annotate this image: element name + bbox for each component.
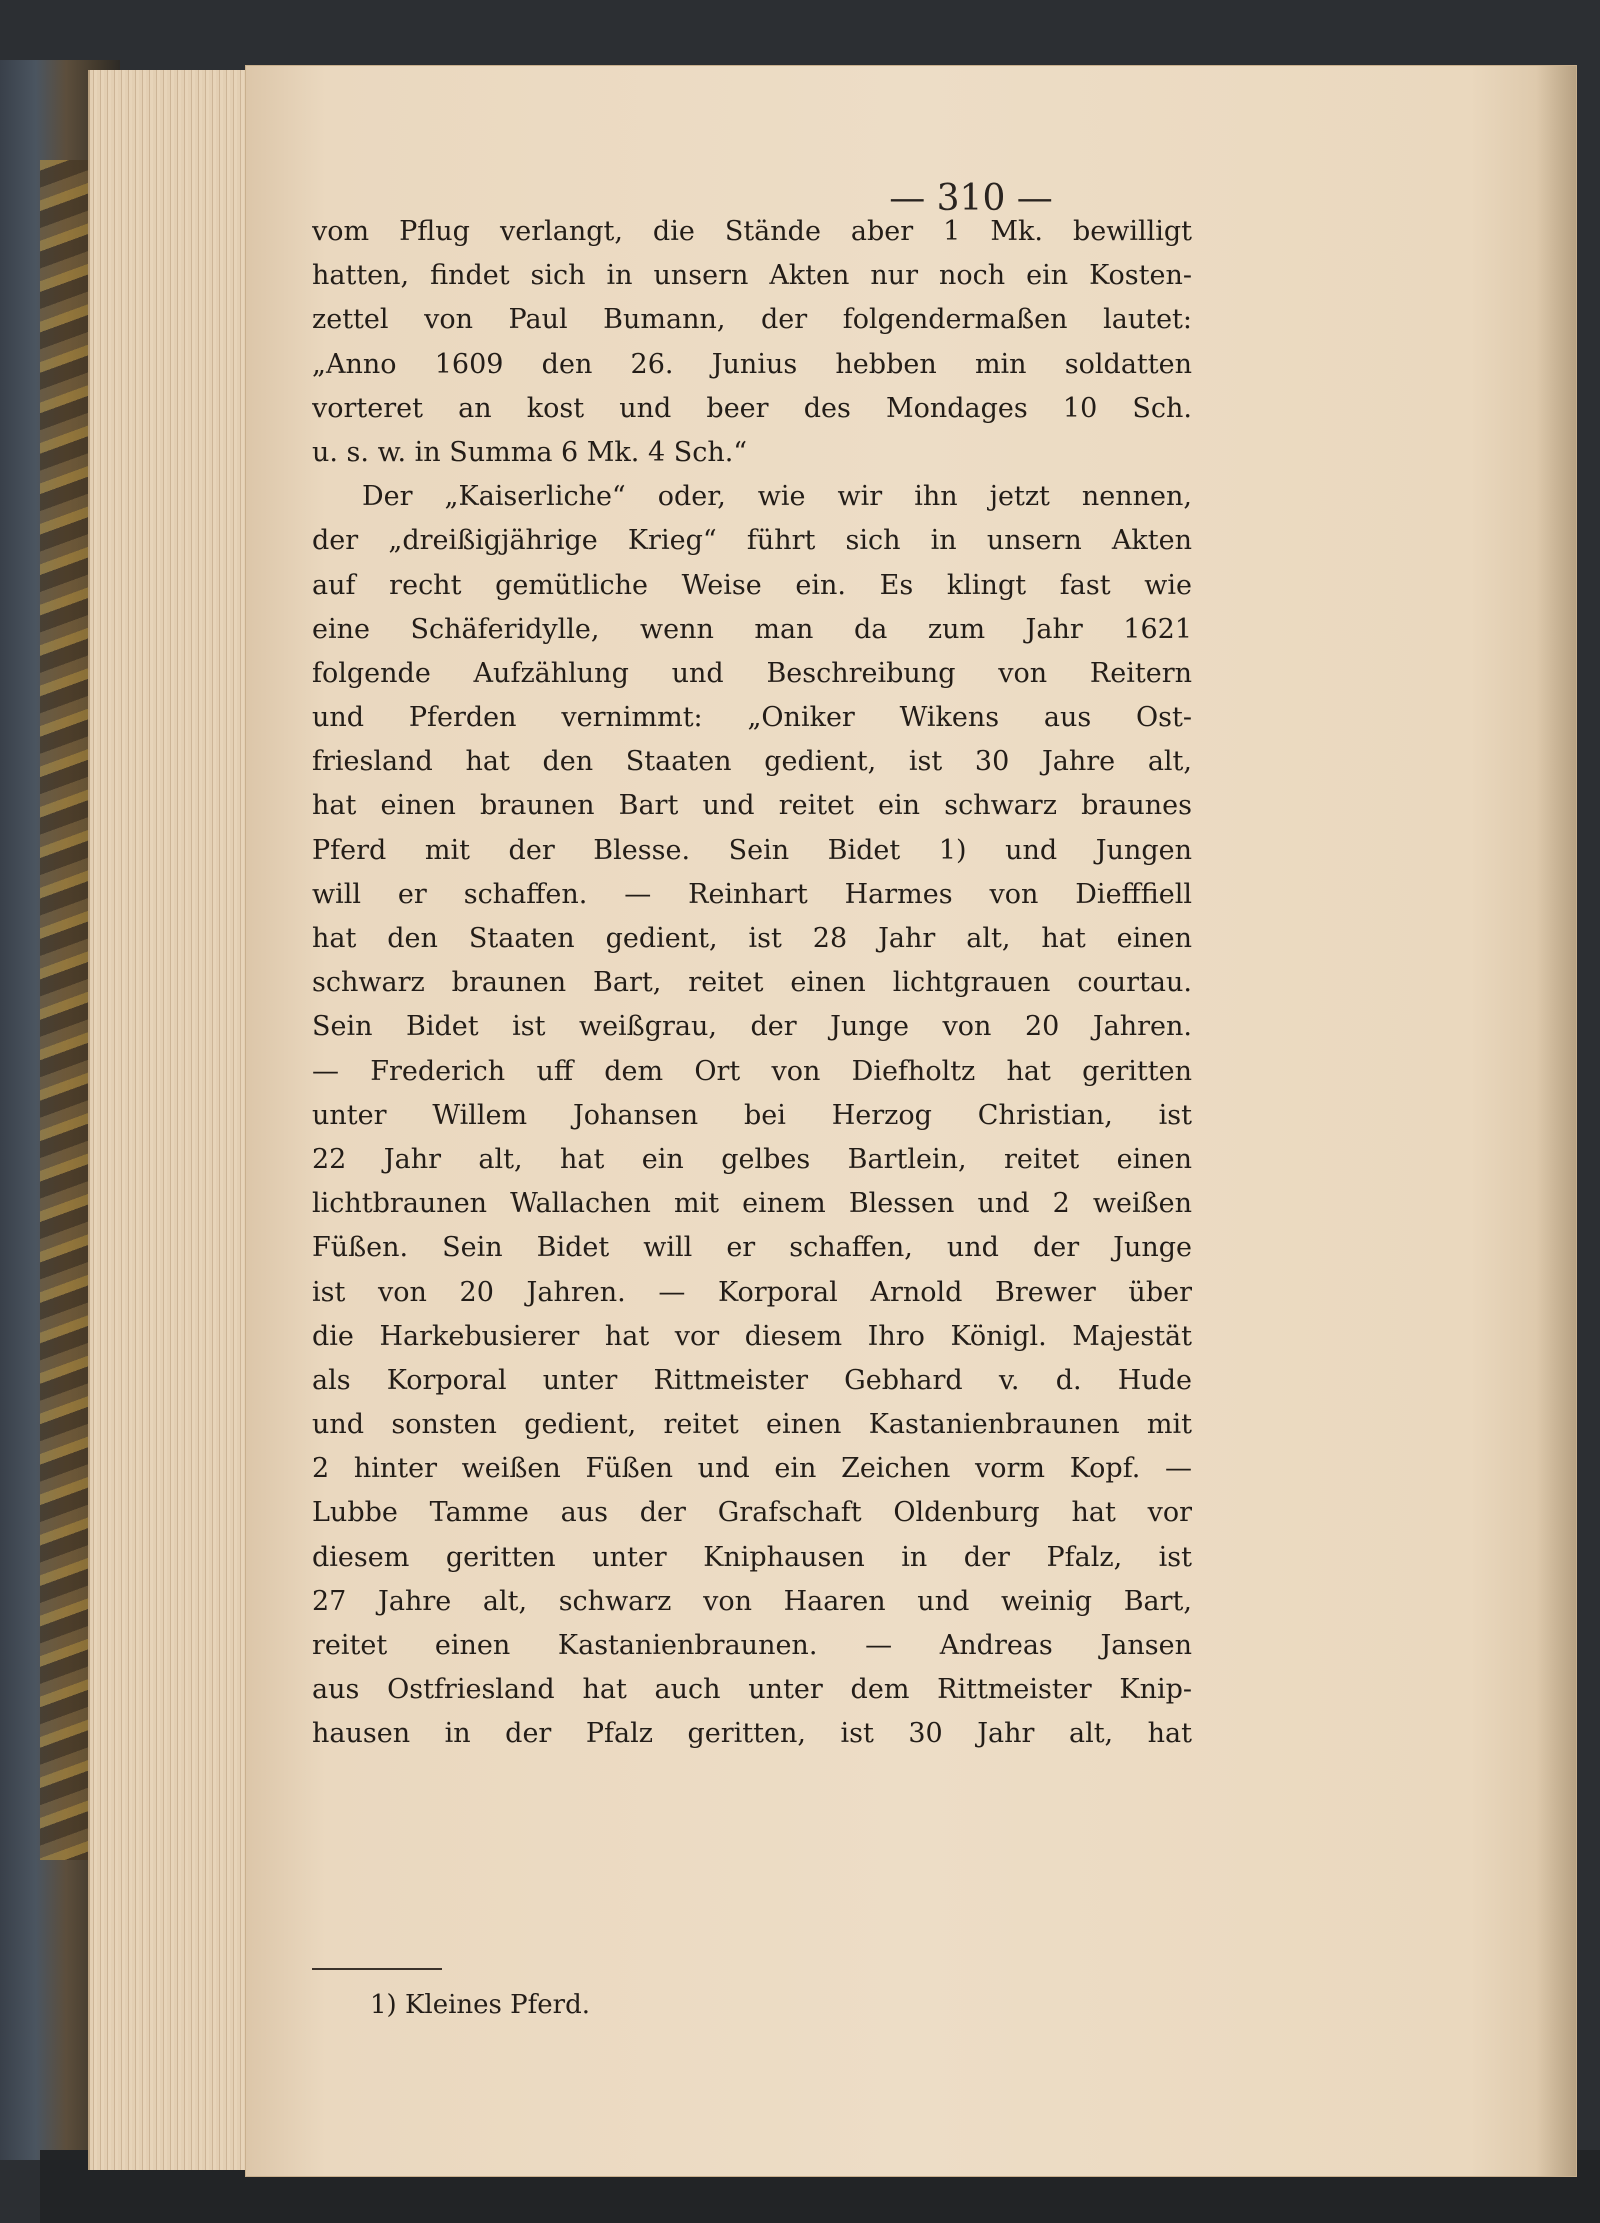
text-line: diesem geritten unter Kniphausen in der Pfalz, ist bbox=[312, 1541, 1192, 1573]
text-line: hatten, findet sich in unsern Akten nur noch ein Kosten- bbox=[312, 260, 1192, 292]
text-line: vom Pflug verlangt, die Stände aber 1 Mk. bewilligt bbox=[312, 216, 1192, 247]
text-line: ist von 20 Jahren. — Korporal Arnold Brewer über bbox=[312, 1276, 1192, 1308]
text-line: will er schaffen. — Reinhart Harmes von Diefffiell bbox=[312, 878, 1192, 910]
text-line: 22 Jahr alt, hat ein gelbes Bartlein, reitet einen bbox=[312, 1143, 1192, 1175]
text-line: und Pferden vernimmt: „Oniker Wikens aus Ost- bbox=[312, 702, 1192, 734]
text-line: und sonsten gedient, reitet einen Kastanienbraunen mit bbox=[312, 1409, 1192, 1441]
text-line: unter Willem Johansen bei Herzog Christian, ist bbox=[312, 1099, 1192, 1131]
body-text bbox=[312, 210, 1192, 1757]
text-line: hat den Staaten gedient, ist 28 Jahr alt, hat einen bbox=[312, 923, 1192, 954]
text-line: aus Ostfriesland hat auch unter dem Rittmeister Knip- bbox=[312, 1674, 1192, 1706]
footnote-divider bbox=[312, 1968, 442, 1970]
text-line: Der „Kaiserliche“ oder, wie wir ihn jetzt nennen, bbox=[362, 481, 1192, 513]
text-line: Lubbe Tamme aus der Grafschaft Oldenburg hat vor bbox=[312, 1497, 1192, 1529]
text-line: „Anno 1609 den 26. Junius hebben min soldatten bbox=[312, 348, 1192, 380]
text-line: reitet einen Kastanienbraunen. — Andreas Jansen bbox=[312, 1630, 1192, 1661]
text-line: vorteret an kost und beer des Mondages 10 Sch. bbox=[312, 392, 1192, 424]
text-line: Sein Bidet ist weißgrau, der Junge von 20 Jahren. bbox=[312, 1011, 1192, 1043]
text-line: Füßen. Sein Bidet will er schaffen, und der Junge bbox=[312, 1232, 1192, 1264]
text-line: als Korporal unter Rittmeister Gebhard v. d. Hude bbox=[312, 1364, 1192, 1396]
text-line: 2 hinter weißen Füßen und ein Zeichen vorm Kopf. — bbox=[312, 1453, 1192, 1485]
text-line: der „dreißigjährige Krieg“ führt sich in unsern Akten bbox=[312, 525, 1192, 557]
text-line: schwarz braunen Bart, reitet einen lichtgrauen courtau. bbox=[312, 967, 1192, 999]
footnote: 1) Kleines Pferd. bbox=[370, 1990, 590, 2020]
gutter-shadow bbox=[1536, 66, 1576, 2176]
page-edges bbox=[88, 70, 250, 2170]
text-line: die Harkebusierer hat vor diesem Ihro Königl. Majestät bbox=[312, 1320, 1192, 1352]
text-line: lichtbraunen Wallachen mit einem Blessen und 2 weißen bbox=[312, 1188, 1192, 1220]
text-line: auf recht gemütliche Weise ein. Es klingt fast wie bbox=[312, 569, 1192, 601]
text-line: folgende Aufzählung und Beschreibung von Reitern bbox=[312, 657, 1192, 689]
text-line: eine Schäferidylle, wenn man da zum Jahr 1621 bbox=[312, 613, 1192, 645]
text-line: hausen in der Pfalz geritten, ist 30 Jahr alt, hat bbox=[312, 1718, 1192, 1750]
text-line: — Frederich uff dem Ort von Diefholtz hat geritten bbox=[312, 1055, 1192, 1087]
text-line: Pferd mit der Blesse. Sein Bidet 1) und Jungen bbox=[312, 834, 1192, 866]
text-line: friesland hat den Staaten gedient, ist 30 Jahre alt, bbox=[312, 746, 1192, 778]
marbled-endpaper bbox=[40, 160, 92, 1860]
page-number: — 310 — bbox=[889, 178, 1053, 219]
text-line: hat einen braunen Bart und reitet ein schwarz braunes bbox=[312, 790, 1192, 822]
text-line: u. s. w. in Summa 6 Mk. 4 Sch.“ bbox=[312, 436, 748, 468]
text-line: 27 Jahre alt, schwarz von Haaren und weinig Bart, bbox=[312, 1585, 1192, 1617]
text-line: zettel von Paul Bumann, der folgendermaßen lautet: bbox=[312, 304, 1192, 336]
